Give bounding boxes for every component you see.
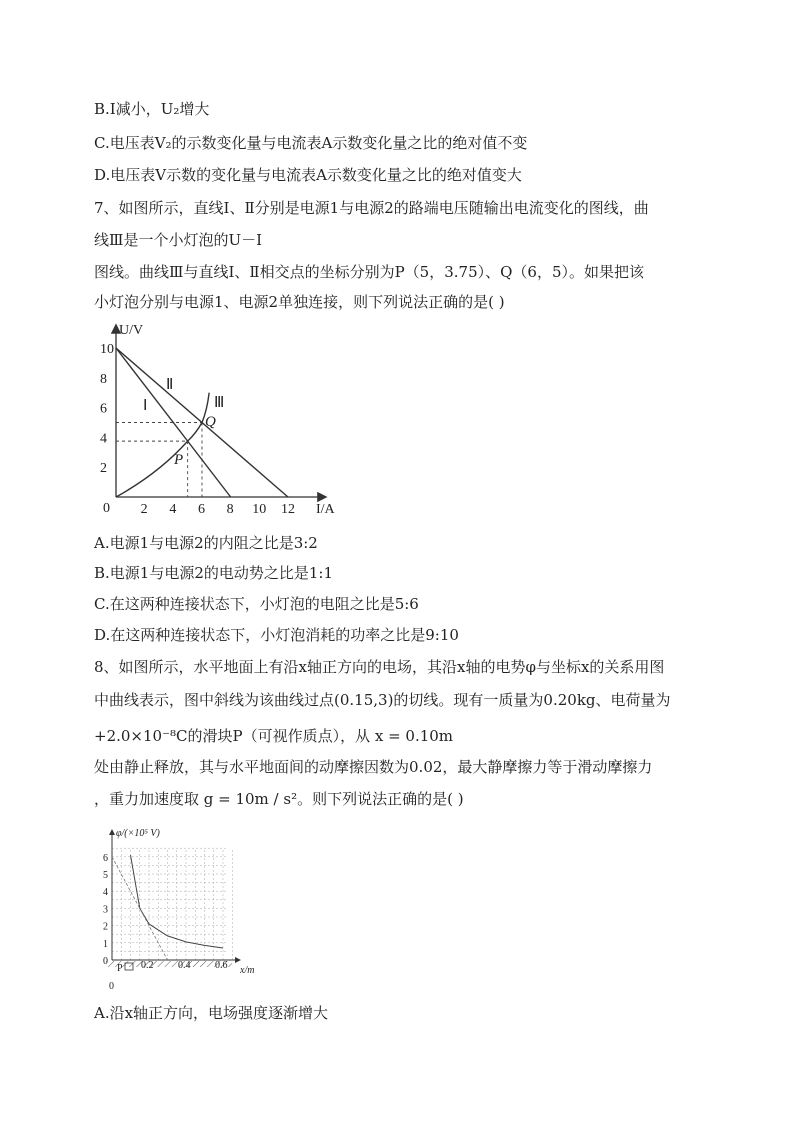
option-7d: D.在这两种连接状态下，小灯泡消耗的功率之比是9:10 (94, 626, 459, 644)
option-7b: B.电源1与电源2的电动势之比是1:1 (94, 564, 334, 582)
question-8-line-4: 处由静止释放，其与水平地面间的动摩擦因数为0.02，最大静摩擦力等于滑动摩擦力 (94, 758, 653, 776)
origin-label: 0 (103, 501, 110, 516)
phi-tick-label: 2 (103, 921, 108, 933)
phi-axis-label: φ/(×10⁵ V) (116, 828, 160, 839)
question-8-line-2: 中曲线表示，图中斜线为该曲线过点(0.15,3)的切线。现有一质量为0.20kg、电荷量为 (94, 691, 671, 709)
origin-label-2: 0 (103, 956, 108, 967)
phi-tick-label: 3 (103, 904, 108, 916)
phi-tick-label: 6 (103, 852, 108, 864)
figure-7-graph (90, 320, 350, 520)
option-8c: C.电压表V₂的示数变化量与电流表A示数变化量之比的绝对值不变 (94, 134, 528, 152)
x-tick-label: 8 (226, 502, 234, 517)
x-tick-label-2: 0.4 (178, 960, 191, 971)
x-tick-label: 6 (197, 502, 205, 517)
option-8d: D.电压表V示数的变化量与电流表A示数变化量之比的绝对值变大 (94, 166, 522, 184)
line-i-label: Ⅰ (143, 398, 148, 414)
x-tick-label: 10 (252, 502, 267, 517)
x-axis-label: I/A (316, 502, 335, 517)
origin-below-label: 0 (109, 981, 114, 992)
y-axis-label: U/V (119, 323, 144, 338)
y-tick-label: 2 (100, 461, 107, 477)
x-tick-label-2: 0.2 (141, 960, 154, 971)
question-8-line-3: +2.0×10⁻⁸C的滑块P（可视作质点），从 x = 0.10m (94, 727, 454, 745)
figure-8-graph (94, 823, 274, 993)
option-8a: A.沿x轴正方向，电场强度逐渐增大 (94, 1004, 329, 1022)
x-tick-label-2: 0.6 (215, 960, 228, 971)
option-7a: A.电源1与电源2的内阻之比是3:2 (94, 534, 318, 552)
point-q-label: Q (205, 414, 216, 430)
phi-tick-label: 1 (103, 938, 108, 950)
x-tick-label: 2 (140, 502, 148, 517)
x-tick-label: 4 (169, 502, 177, 517)
phi-tick-label: 5 (103, 870, 108, 881)
slider-label: P (117, 963, 123, 974)
y-tick-label: 8 (100, 371, 107, 387)
phi-tick-label: 4 (103, 887, 108, 899)
y-tick-label: 4 (100, 431, 107, 447)
question-8-line-5: ，重力加速度取 g = 10m / s²。则下列说法正确的是( ) (94, 790, 464, 808)
x-axis-label-2: x/m (240, 965, 255, 976)
question-7-line-1: 7、如图所示，直线Ⅰ、Ⅱ分别是电源1与电源2的路端电压随输出电流变化的图线，曲 (94, 199, 649, 217)
y-tick-label: 10 (100, 342, 114, 357)
curve-iii-label: Ⅲ (214, 395, 225, 411)
point-p-label: P (174, 452, 184, 468)
question-7-line-4: 小灯泡分别与电源1、电源2单独连接，则下列说法正确的是( ) (94, 293, 505, 311)
y-tick-label: 6 (100, 401, 107, 417)
option-7c: C.在这两种连接状态下，小灯泡的电阻之比是5:6 (94, 595, 419, 613)
question-7-line-2: 线Ⅲ是一个小灯泡的U－I (94, 231, 263, 249)
option-8b: B.I减小，U₂增大 (94, 100, 210, 118)
question-8-line-1: 8、如图所示，水平地面上有沿x轴正方向的电场，其沿x轴的电势φ与坐标x的关系用图 (94, 658, 665, 676)
line-ii-label: Ⅱ (166, 377, 174, 393)
x-tick-label: 12 (280, 502, 295, 517)
question-7-line-3: 图线。曲线Ⅲ与直线Ⅰ、Ⅱ相交点的坐标分别为P（5，3.75）、Q（6，5）。如果把该 (94, 263, 645, 281)
